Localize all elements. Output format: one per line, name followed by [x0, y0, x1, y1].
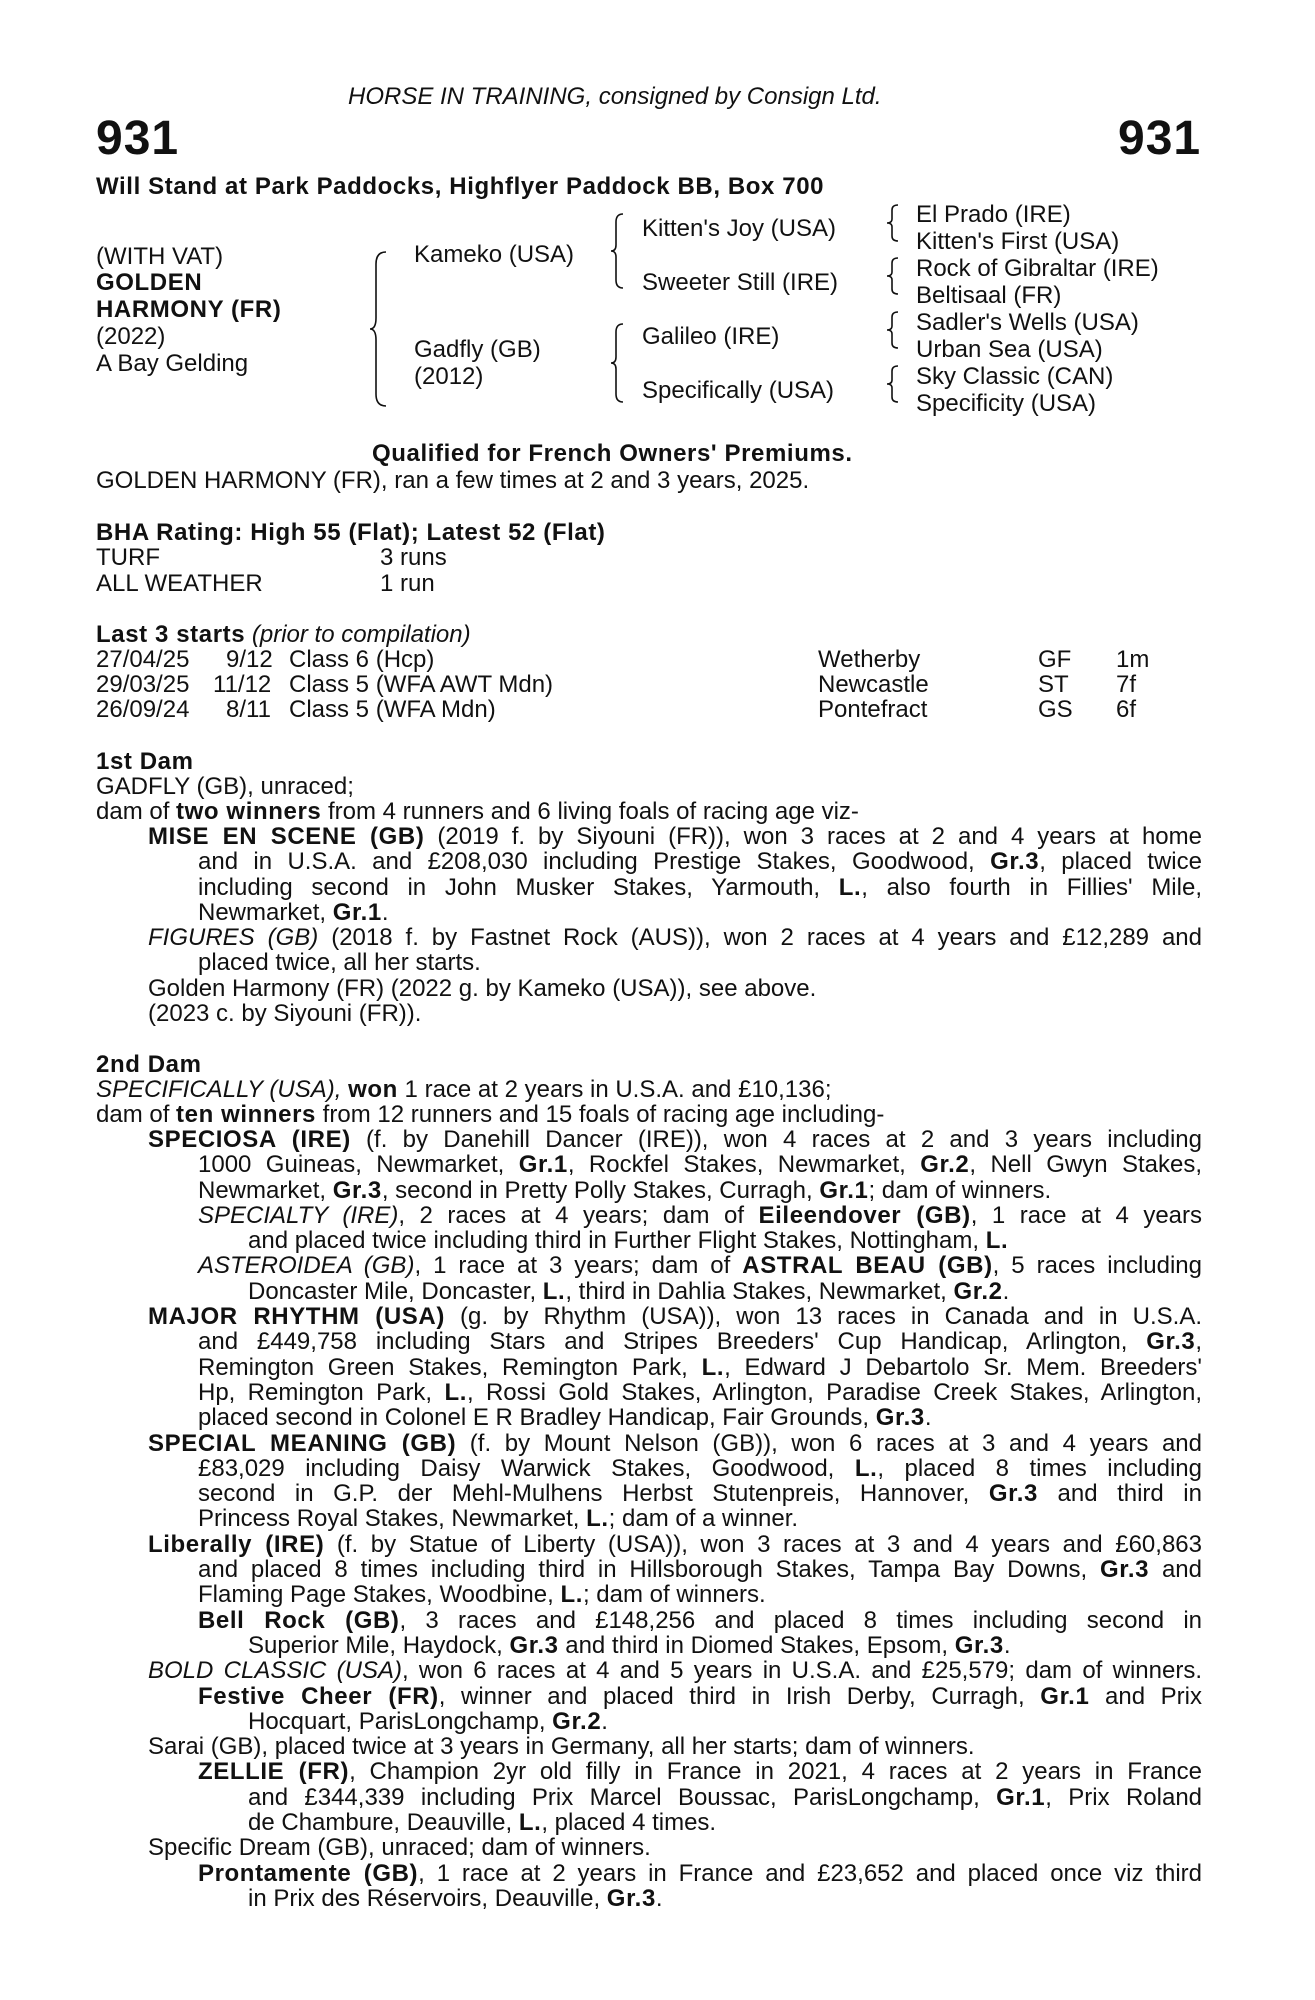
start-date: 29/03/25	[96, 671, 190, 698]
turf-label: TURF	[96, 544, 160, 571]
produce-line-3: including second in John Musker Stakes, Yarmouth, L., also fourth in Fillies' Mile,	[198, 873, 1202, 901]
second-dam-line	[96, 1077, 831, 1102]
text-runners-foals: from 12 runners and 15 foals of racing age including-	[316, 1101, 885, 1128]
last-starts-title: Last 3 starts	[96, 621, 246, 648]
turf-value: 3 runs	[380, 544, 447, 571]
first-dam-produce-summary	[96, 799, 859, 824]
pedigree-brace-dam	[610, 322, 626, 404]
horse-name-line2: HARMONY (FR)	[96, 296, 282, 323]
list-item: and £344,339 including Prix Marcel Boussac, ParisLongchamp, Gr.1, Prix Roland	[248, 1783, 1203, 1811]
list-item: Festive Cheer (FR), winner and placed third in Irish Derby, Curragh, Gr.1 and Prix	[198, 1682, 1202, 1710]
text-dam-of: dam of	[96, 1101, 177, 1128]
list-item: Hp, Remington Park, L., Rossi Gold Stakes, Arlington, Paradise Creek Stakes, Arlington,	[198, 1378, 1202, 1406]
produce-line-1: FIGURES (GB) (2018 f. by Fastnet Rock (AUS)), won 2 races at 4 years and £12,289 and	[148, 924, 1203, 951]
list-item: £83,029 including Daisy Warwick Stakes, Goodwood, L., placed 8 times including	[198, 1454, 1202, 1482]
winners-count: ten winners	[176, 1101, 317, 1128]
pedigree-brace-sire	[610, 212, 626, 290]
horse-year: (2022)	[96, 323, 166, 350]
second-dam-record: 1 race at 2 years in U.S.A. and £10,136;	[397, 1076, 832, 1103]
start-race: Class 5 (WFA Mdn)	[289, 696, 496, 723]
horse-name-line1: GOLDEN	[96, 269, 203, 296]
start-going: GS	[1038, 696, 1073, 723]
pedigree-g2: Kitten's First (USA)	[916, 228, 1120, 255]
produce-line-4: Newmarket, Gr.1.	[198, 898, 389, 926]
list-item: de Chambure, Deauville, L., placed 4 times.	[248, 1809, 717, 1837]
pedigree-g4: Beltisaal (FR)	[916, 282, 1062, 309]
second-dam-name: SPECIFICALLY (USA),	[96, 1076, 349, 1103]
list-item: and £449,758 including Stars and Stripes Breeders' Cup Handicap, Arlington, Gr.3,	[198, 1328, 1202, 1356]
all-weather-label: ALL WEATHER	[96, 570, 263, 597]
second-dam-produce-list	[148, 1127, 1202, 1911]
list-item: Flaming Page Stakes, Woodbine, L.; dam of winners.	[198, 1581, 766, 1609]
list-item: MAJOR RHYTHM (USA) (g. by Rhythm (USA)), won 13 races in Canada and in U.S.A.	[148, 1303, 1202, 1331]
start-course: Wetherby	[818, 646, 921, 673]
produce-line-2: and in U.S.A. and £208,030 including Prestige Stakes, Goodwood, Gr.3, placed twice	[198, 848, 1202, 876]
pedigree-g3: Rock of Gibraltar (IRE)	[916, 255, 1159, 282]
start-race: Class 5 (WFA AWT Mdn)	[289, 671, 554, 698]
text-dam-of: dam of	[96, 798, 177, 825]
pedigree-g7: Sky Classic (CAN)	[916, 363, 1114, 390]
start-date: 27/04/25	[96, 646, 190, 673]
last-starts-heading	[96, 622, 471, 647]
list-item: Superior Mile, Haydock, Gr.3 and third in Diomed Stakes, Epsom, Gr.3.	[248, 1631, 1011, 1659]
list-item: ZELLIE (FR), Champion 2yr old filly in France in 2021, 4 races at 2 years in France	[198, 1758, 1202, 1786]
list-item: Sarai (GB), placed twice at 3 years in Germany, all her starts; dam of winners.	[148, 1733, 975, 1761]
vat-status: (WITH VAT)	[96, 243, 224, 270]
start-going: GF	[1038, 646, 1072, 673]
list-item: Prontamente (GB), 1 race at 2 years in France and £23,652 and placed once viz third	[198, 1859, 1203, 1887]
pedigree-sire: Kameko (USA)	[414, 241, 575, 268]
second-dam-produce-summary	[96, 1102, 884, 1127]
list-item: placed second in Colonel E R Bradley Handicap, Fair Grounds, Gr.3.	[198, 1404, 932, 1432]
list-item: Bell Rock (GB), 3 races and £148,256 and placed 8 times including second in	[198, 1606, 1202, 1634]
premiums-note: Qualified for French Owners' Premiums.	[372, 440, 853, 467]
produce-golden-harmony: Golden Harmony (FR) (2022 g. by Kameko (USA)), see above.	[148, 975, 817, 1002]
list-item: SPECIOSA (IRE) (f. by Danehill Dancer (IRE)), won 4 races at 2 and 3 years including	[148, 1126, 1202, 1153]
text-runners-foals: from 4 runners and 6 living foals of racing age viz-	[321, 798, 859, 825]
start-distance: 6f	[1116, 696, 1137, 723]
start-distance: 1m	[1116, 646, 1150, 673]
start-course: Newcastle	[818, 671, 929, 698]
start-going: ST	[1038, 671, 1069, 698]
list-item: and placed 8 times including third in Hillsborough Stakes, Tampa Bay Downs, Gr.3 and	[198, 1556, 1203, 1584]
pedigree-g5: Sadler's Wells (USA)	[916, 309, 1139, 336]
pedigree-sire-sire: Kitten's Joy (USA)	[642, 215, 836, 242]
list-item: Princess Royal Stakes, Newmarket, L.; dam of a winner.	[198, 1505, 799, 1533]
pedigree-brace-g2	[886, 256, 900, 296]
stand-location: Will Stand at Park Paddocks, Highflyer Paddock BB, Box 700	[96, 173, 825, 200]
won-word: won	[348, 1076, 398, 1103]
produce-2023-colt: (2023 c. by Siyouni (FR)).	[148, 1000, 422, 1027]
pedigree-brace-g1	[886, 203, 900, 243]
list-item: Liberally (IRE) (f. by Statue of Liberty (USA)), won 3 races at 3 and 4 years and £60,863	[148, 1530, 1202, 1558]
list-item: in Prix des Réservoirs, Deauville, Gr.3.	[248, 1884, 663, 1912]
pedigree-brace-g4	[886, 364, 900, 404]
last-starts-note: (prior to compilation)	[251, 621, 471, 648]
first-dam-heading: 1st Dam	[96, 748, 194, 775]
list-item: BOLD CLASSIC (USA), won 6 races at 4 and 5 years in U.S.A. and £25,579; dam of winners.	[148, 1657, 1202, 1685]
pedigree-sire-dam: Sweeter Still (IRE)	[642, 269, 839, 296]
pedigree-dam: Gadfly (GB)	[414, 336, 541, 363]
list-item: ASTEROIDEA (GB), 1 race at 3 years; dam of ASTRAL BEAU (GB), 5 races including	[198, 1252, 1202, 1280]
first-dam-line: GADFLY (GB), unraced;	[96, 773, 354, 800]
list-item: Newmarket, Gr.3, second in Pretty Polly Stakes, Curragh, Gr.1; dam of winners.	[198, 1176, 1052, 1204]
start-position: 9/12	[226, 646, 273, 673]
catalogue-header: HORSE IN TRAINING, consigned by Consign Ltd.	[348, 83, 882, 110]
start-distance: 7f	[1116, 671, 1137, 698]
lot-number-left: 931	[96, 112, 180, 165]
produce-mise-en-scene	[148, 824, 1202, 925]
list-item: Remington Green Stakes, Remington Park, L., Edward J Debartolo Sr. Mem. Breeders'	[198, 1353, 1202, 1381]
pedigree-brace-g3	[886, 310, 900, 350]
list-item: SPECIALTY (IRE), 2 races at 4 years; dam of Eileendover (GB), 1 race at 4 years	[198, 1201, 1203, 1229]
start-position: 8/11	[226, 696, 271, 723]
list-item: Hocquart, ParisLongchamp, Gr.2.	[248, 1707, 608, 1735]
race-summary: GOLDEN HARMONY (FR), ran a few times at 2 and 3 years, 2025.	[96, 467, 810, 494]
start-race: Class 6 (Hcp)	[289, 646, 435, 673]
winners-count: two winners	[176, 798, 322, 825]
list-item: SPECIAL MEANING (GB) (f. by Mount Nelson (GB)), won 6 races at 3 and 4 years and	[148, 1429, 1202, 1457]
second-dam-heading: 2nd Dam	[96, 1051, 202, 1078]
start-date: 26/09/24	[96, 696, 190, 723]
list-item: second in G.P. der Mehl-Mulhens Herbst Stutenpreis, Hannover, Gr.3 and third in	[198, 1480, 1202, 1508]
produce-figures	[148, 925, 1202, 976]
list-item: 1000 Guineas, Newmarket, Gr.1, Rockfel Stakes, Newmarket, Gr.2, Nell Gwyn Stakes,	[198, 1151, 1202, 1179]
pedigree-g8: Specificity (USA)	[916, 390, 1097, 417]
all-weather-value: 1 run	[380, 570, 435, 597]
list-item: and placed twice including third in Further Flight Stakes, Nottingham, L.	[248, 1227, 1009, 1255]
horse-description: A Bay Gelding	[96, 350, 249, 377]
bha-rating: BHA Rating: High 55 (Flat); Latest 52 (Flat)	[96, 519, 606, 546]
list-item: Specific Dream (GB), unraced; dam of winners.	[148, 1834, 651, 1862]
pedigree-dam-sire: Galileo (IRE)	[642, 323, 780, 350]
pedigree-dam-dam: Specifically (USA)	[642, 377, 835, 404]
produce-line-1: MISE EN SCENE (GB) (2019 f. by Siyouni (FR)), won 3 races at 2 and 4 years at home	[148, 823, 1202, 850]
start-course: Pontefract	[818, 696, 928, 723]
pedigree-g6: Urban Sea (USA)	[916, 336, 1103, 363]
pedigree-dam-year: (2012)	[414, 363, 484, 390]
pedigree-brace-main	[368, 250, 390, 408]
lot-number-right: 931	[1118, 112, 1202, 165]
produce-line-2: placed twice, all her starts.	[198, 949, 481, 977]
list-item: Doncaster Mile, Doncaster, L., third in Dahlia Stakes, Newmarket, Gr.2.	[248, 1277, 1010, 1305]
pedigree-g1: El Prado (IRE)	[916, 201, 1071, 228]
start-position: 11/12	[213, 671, 272, 698]
